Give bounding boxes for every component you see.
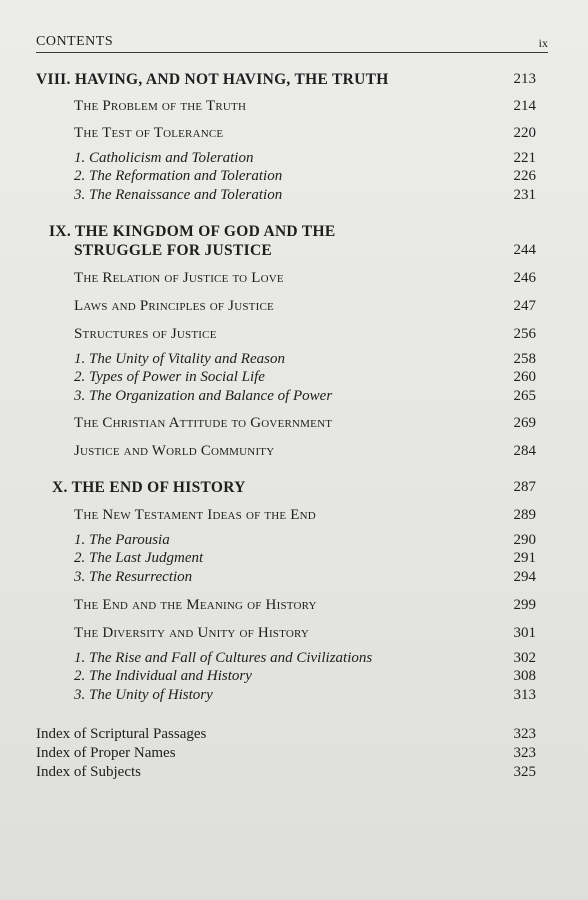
subsection-title: 1. The Unity of Vitality and Reason — [74, 351, 285, 367]
chapter-title: X. THE END OF HISTORY — [52, 479, 246, 496]
subsection-title: 1. Catholicism and Toleration — [74, 150, 254, 166]
subsection-title: 1. The Rise and Fall of Cultures and Civilizations — [74, 650, 373, 666]
page-number: 246 — [513, 270, 536, 286]
section-title: The Test of Tolerance — [74, 125, 224, 141]
index-entry: Index of Scriptural Passages — [36, 726, 207, 742]
subsection-title: 2. The Individual and History — [74, 668, 252, 684]
page-number: 258 — [513, 351, 536, 367]
section-title: The Christian Attitude to Government — [74, 415, 333, 431]
index-entry: Index of Proper Names — [36, 745, 176, 761]
section-title: Laws and Principles of Justice — [74, 298, 274, 314]
section-title: The End and the Meaning of History — [74, 597, 317, 613]
page-number: 287 — [513, 479, 536, 495]
chapter-title: IX. THE KINGDOM OF GOD AND THE — [49, 223, 336, 240]
running-head-title: CONTENTS — [36, 34, 114, 49]
running-head — [36, 34, 548, 53]
section-title: Structures of Justice — [74, 326, 217, 342]
running-head-page-number: ix — [538, 36, 548, 50]
page-number: 291 — [513, 550, 536, 566]
page-number: 231 — [513, 187, 536, 203]
section-title: The Relation of Justice to Love — [74, 270, 284, 286]
page-number: 244 — [513, 242, 536, 258]
section-title: The Diversity and Unity of History — [74, 625, 310, 641]
section-title: The Problem of the Truth — [74, 98, 247, 114]
page-number: 289 — [513, 507, 536, 523]
chapter-title-continued: STRUGGLE FOR JUSTICE — [74, 242, 273, 259]
page-number: 302 — [513, 650, 536, 666]
page-number: 284 — [513, 443, 536, 459]
page-number: 299 — [513, 597, 536, 613]
page-number: 294 — [513, 569, 536, 585]
page-number: 313 — [513, 687, 536, 703]
subsection-title: 3. The Unity of History — [74, 687, 213, 703]
page-number: 325 — [513, 764, 536, 780]
page-number: 301 — [513, 625, 536, 641]
subsection-title: 2. Types of Power in Social Life — [74, 369, 265, 385]
index-entry: Index of Subjects — [36, 764, 141, 780]
page-number: 213 — [513, 71, 536, 87]
subsection-title: 3. The Organization and Balance of Power — [74, 388, 333, 404]
subsection-title: 2. The Last Judgment — [74, 550, 204, 566]
page-number: 247 — [513, 298, 536, 314]
page-number: 256 — [513, 326, 536, 342]
page-number: 260 — [513, 369, 536, 385]
page-number: 220 — [513, 125, 536, 141]
subsection-title: 1. The Parousia — [74, 532, 170, 548]
page-number: 221 — [513, 150, 536, 166]
page-number: 308 — [513, 668, 536, 684]
chapter-title: VIII. HAVING, AND NOT HAVING, THE TRUTH — [36, 71, 389, 88]
section-title: The New Testament Ideas of the End — [74, 507, 316, 523]
page-number: 323 — [513, 726, 536, 742]
page-number: 265 — [513, 388, 536, 404]
page-number: 323 — [513, 745, 536, 761]
page-number: 269 — [513, 415, 536, 431]
page-number: 290 — [513, 532, 536, 548]
subsection-title: 2. The Reformation and Toleration — [74, 168, 283, 184]
page-number: 226 — [513, 168, 536, 184]
subsection-title: 3. The Resurrection — [74, 569, 193, 585]
subsection-title: 3. The Renaissance and Toleration — [74, 187, 283, 203]
section-title: Justice and World Community — [74, 443, 275, 459]
page-number: 214 — [513, 98, 536, 114]
